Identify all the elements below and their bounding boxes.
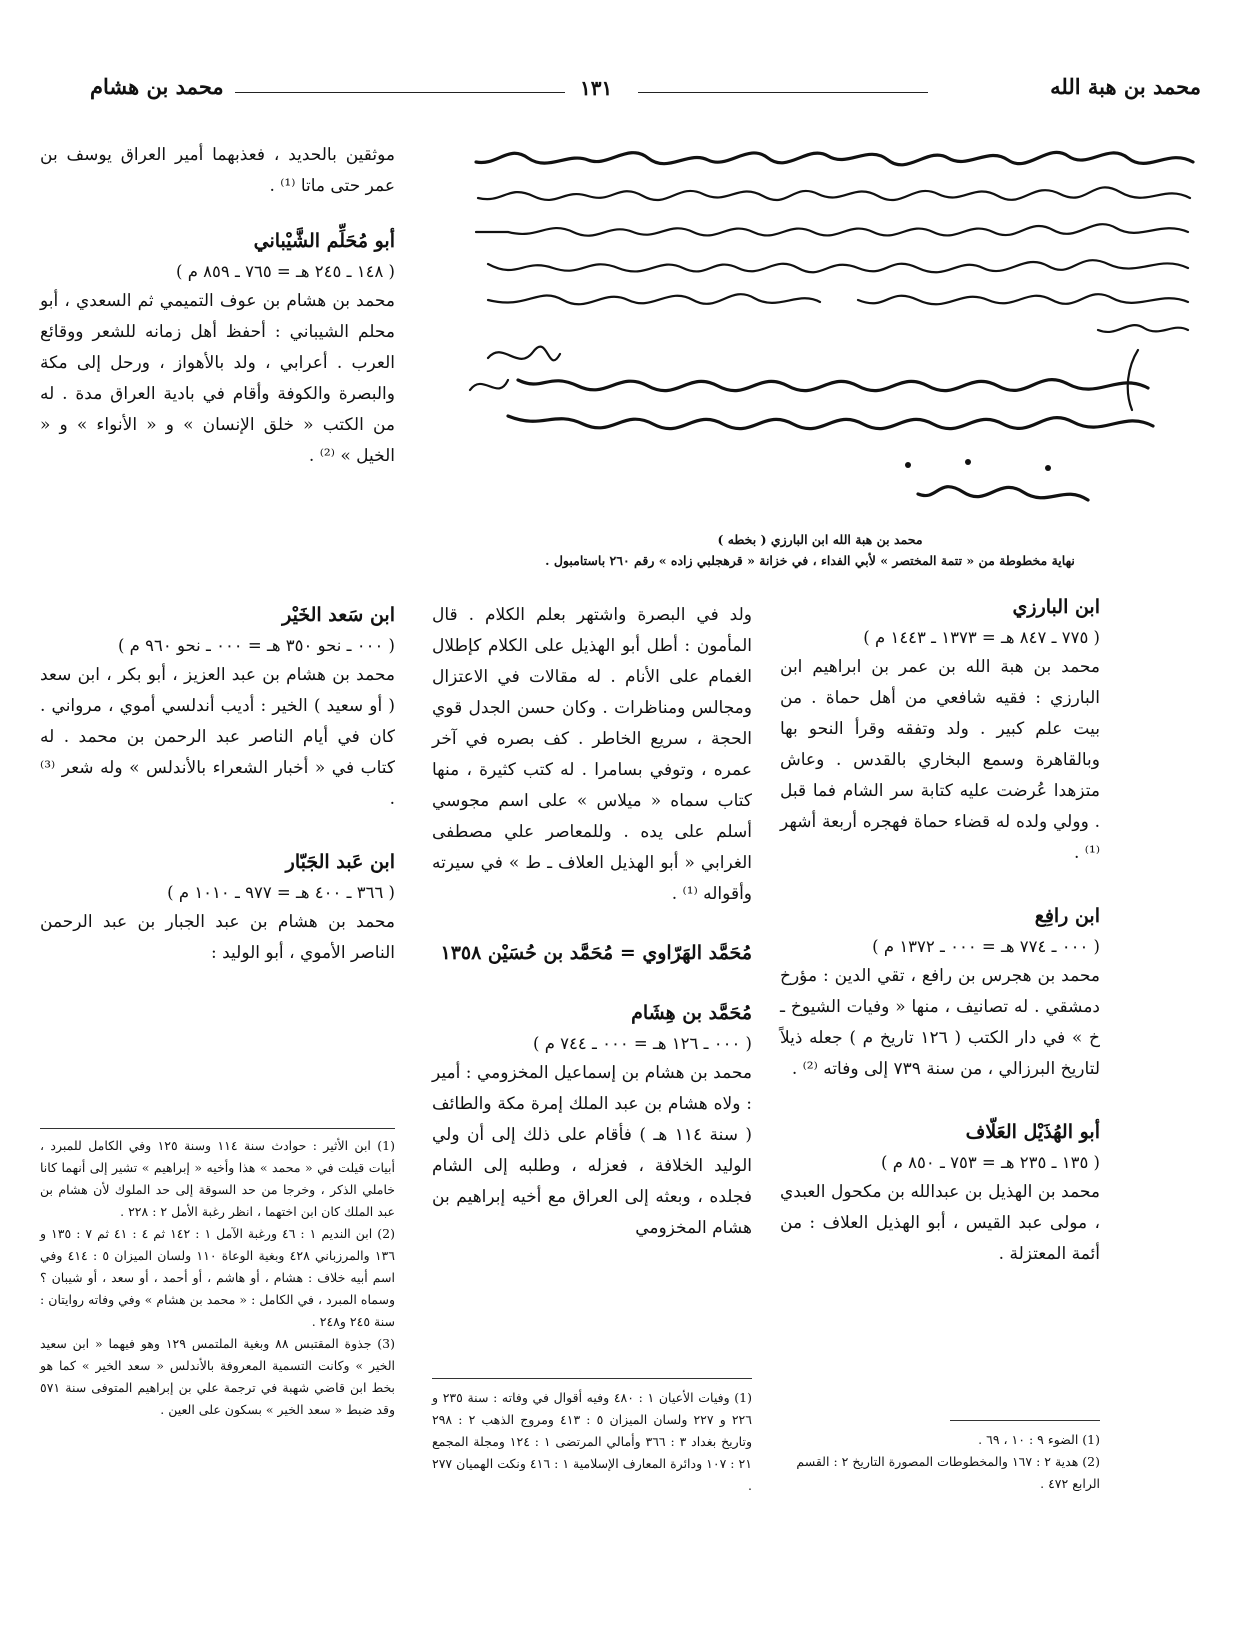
entry-dates: ( ٠٠٠ ـ ٧٧٤ هـ = ٠٠٠ ـ ١٣٧٢ م ) [872,937,1100,956]
running-head-right: محمد بن هبة الله [1050,74,1201,99]
entry-body: محمد بن هشام بن إسماعيل المخزومي : أمير : ولاه هشام بن عبد الملك إمرة مكة والطائف ( سنة ١١٤ هـ ) فأقام على ذلك إلى أن ولي الوليد الخلافة ، فعزله ، وطلبه إلى الشام فجلده ، وبعثه إلى العراق مع أخيه إبراهيم بن هشام المخزومي [432,1063,752,1238]
right-column [780,590,1100,1270]
footnote: (1) وفيات الأعيان ١ : ٤٨٠ وفيه أقوال في وفاته : سنة ٢٣٥ و ٢٢٦ و ٢٢٧ ولسان الميزان ٥ : ٤١٣ ومروج الذهب ٢ : ٢٩٨ وتاريخ بغداد ٣ : ٣٦٦ وأمالي المرتضى ١ : ١٢٤ ومجلة المجمع ٢١ : ١٠٧ ودائرة المعارف الإسلامية ١ : ٤١٦ ونكت الهميان ٢٧٧ . [432,1390,752,1493]
entry-body: محمد بن هشام بن عوف التميمي ثم السعدي ، أبو محلم الشيباني : أحفظ أهل زمانه للشعر ووقائع العرب . أعرابي ، ولد بالأهواز ، ورحل إلى مكة والبصرة والكوفة وأقام في بادية العراق مدة . له من الكتب « خلق الإنسان » و « الأنواء » و « الخيل » ⁽²⁾ . [40,291,395,466]
entry-title: أبو مُحَلِّم الشَّيْباني [253,230,395,252]
left-footnotes [40,1128,395,1421]
middle-footnotes [432,1378,752,1497]
entry-dates: ( ٧٧٥ ـ ٨٤٧ هـ = ١٣٧٣ ـ ١٤٤٣ م ) [863,628,1100,647]
manuscript-handwriting-image [448,140,1210,520]
footnote-rule [950,1420,1100,1421]
right-footnotes [780,1420,1100,1495]
footnote-rule [432,1378,752,1379]
entry-body: محمد بن هجرس بن رافع ، تقي الدين : مؤرخ دمشقي . له تصانيف ، منها « وفيات الشيوخ ـ خ » في دار الكتب ( ١٢٦ تاريخ م ) جعله ذيلاً لتاريخ البرزالي ، من سنة ٧٣٩ إلى وفاته ⁽²⁾ . [780,966,1100,1079]
entry-dates: ( ١٣٥ ـ ٢٣٥ هـ = ٧٥٣ ـ ٨٥٠ م ) [881,1153,1100,1172]
entry-dates: ( ٠٠٠ ـ نحو ٣٥٠ هـ = ٠٠٠ ـ نحو ٩٦٠ م ) [117,636,395,655]
footnote: (2) هدية ٢ : ١٦٧ والمخطوطات المصورة التاريخ ٢ : القسم الرابع ٤٧٢ . [796,1454,1100,1491]
footnote: (1) ابن الأثير : حوادث سنة ١١٤ وسنة ١٢٥ وفي الكامل للمبرد ، أبيات قيلت في « محمد » هذا وأخيه « إبراهيم » تشير إلى أنهما كانا خاملي الذكر ، وخرجا من حد السوقة إلى حد الملوك لأن هشام بن عبد الملك كان ابن اختهما ، انظر رغبة الأمل ٢ : ٢٢٨ . [40,1138,395,1219]
entry-title: ابن سَعد الخَيْر [282,604,395,626]
footnote: (3) جذوة المقتبس ٨٨ وبغية الملتمس ١٢٩ وهو فيهما « ابن سعيد الخير » وكانت التسمية المعروفة بالأندلس « سعد الخير » كما هو بخط ابن قاضي شهبة في ترجمة علي بن إبراهيم المتوفى سنة ٥٧١ وقد ضبط « سعد الخير » بسكون على العين . [40,1336,395,1417]
entry-title: ابن عَبد الجَبّار [285,851,395,873]
entry-title: مُحَمَّد بن هِشَام [631,1002,752,1024]
entry-title: ابن البارزي [1012,596,1100,618]
manuscript-caption-source: نهاية مخطوطة من « تتمة المختصر » لأبي الفداء ، في خزانة « قرهجلبي زاده » رقم ٢٦٠ باستامبول . [545,553,1075,568]
manuscript-caption-author: محمد بن هبة الله ابن البارزي ( بخطه ) [717,532,923,547]
entry-body: محمد بن هشام بن عبد العزيز ، أبو بكر ، ابن سعد ( أو سعيد ) الخير : أديب أندلسي أموي ، مرواني . كان في أيام الناصر عبد الرحمن بن محمد . له كتاب في « أخبار الشعراء بالأندلس » وله شعر ⁽³⁾ . [40,665,395,809]
entry-body: محمد بن هشام بن عبد الجبار بن عبد الرحمن الناصر الأموي ، أبو الوليد : [40,912,395,963]
entry-title: أبو الهُذَيْل العَلّاف [965,1121,1100,1143]
entry-dates: ( ٠٠٠ ـ ١٢٦ هـ = ٠٠٠ ـ ٧٤٤ م ) [533,1034,752,1053]
footnote: (2) ابن النديم ١ : ٤٦ ورغبة الآمل ١ : ١٤٢ ثم ٤ : ٤١ ثم ٧ : ١٣٥ و ١٣٦ والمرزباني ٤٢٨ وبغية الوعاة ١١٠ ولسان الميزان ٥ : ٤١٤ وفي اسم أبيه خلاف : هشام ، أو هاشم ، أو أحمد ، أو سعد ، أو شيبان ؟ وسماه المبرد ، في الكامل : « محمد بن هشام » وفي وفاته روايتان : سنة ٢٤٥ و٢٤٨ . [40,1226,395,1329]
continuation-text: ولد في البصرة واشتهر بعلم الكلام . قال المأمون : أطل أبو الهذيل على الكلام كإطلال الغمام على الأنام . له مقالات في الاعتزال ومجالس ومناظرات . وكان حسن الجدل قوي الحجة ، سريع الخاطر . كف بصره في آخر عمره ، وتوفي بسامرا . له كتب كثيرة ، منها كتاب سماه « ميلاس » على اسم مجوسي أسلم على يده . وللمعاصر علي مصطفى الغرابي « أبو الهذيل العلاف ـ ط » في سيرته وأقواله ⁽¹⁾ . [432,605,752,904]
middle-column [432,600,752,1244]
manuscript-lower-block [470,347,1153,500]
entry-title: ابن رافِع [1034,905,1100,927]
footnote-rule [40,1128,395,1129]
left-column-top [40,140,395,472]
entry-dates: ( ٣٦٦ ـ ٤٠٠ هـ = ٩٧٧ ـ ١٠١٠ م ) [167,883,395,902]
page-number: ١٣١ [580,76,613,100]
continuation-text: موثقين بالحديد ، فعذبهما أمير العراق يوسف بن عمر حتى ماتا ⁽¹⁾ . [40,145,395,196]
cross-reference: مُحَمَّد الهَرّاوي = مُحَمَّد بن حُسَيْن ١٣٥٨ [440,942,752,964]
footnote: (1) الضوء ٩ : ١٠ ، ٦٩ . [978,1432,1100,1447]
entry-dates: ( ١٤٨ ـ ٢٤٥ هـ = ٧٦٥ ـ ٨٥٩ م ) [176,262,395,281]
running-head-left: محمد بن هشام [90,74,224,99]
manuscript-upper-block [476,152,1193,332]
header-rule-right [638,92,928,93]
entry-body: محمد بن الهذيل بن عبدالله بن مكحول العبدي ، مولى عبد القيس ، أبو الهذيل العلاف : من أئمة المعتزلة . [780,1182,1100,1264]
header-rule-left [235,92,565,93]
entry-body: محمد بن هبة الله بن عمر بن ابراهيم ابن البارزي : فقيه شافعي من أهل حماة . من بيت علم كبير . ولد وتفقه وقرأ النحو بها وبالقاهرة وسمع البخاري بالقدس . وعاش متزهدا عُرضت عليه كتابة سر الشام فما قبل . وولي ولده له قضاء حماة فهجره أربعة أشهر ⁽¹⁾ . [780,657,1100,863]
left-column-bottom [40,598,395,969]
